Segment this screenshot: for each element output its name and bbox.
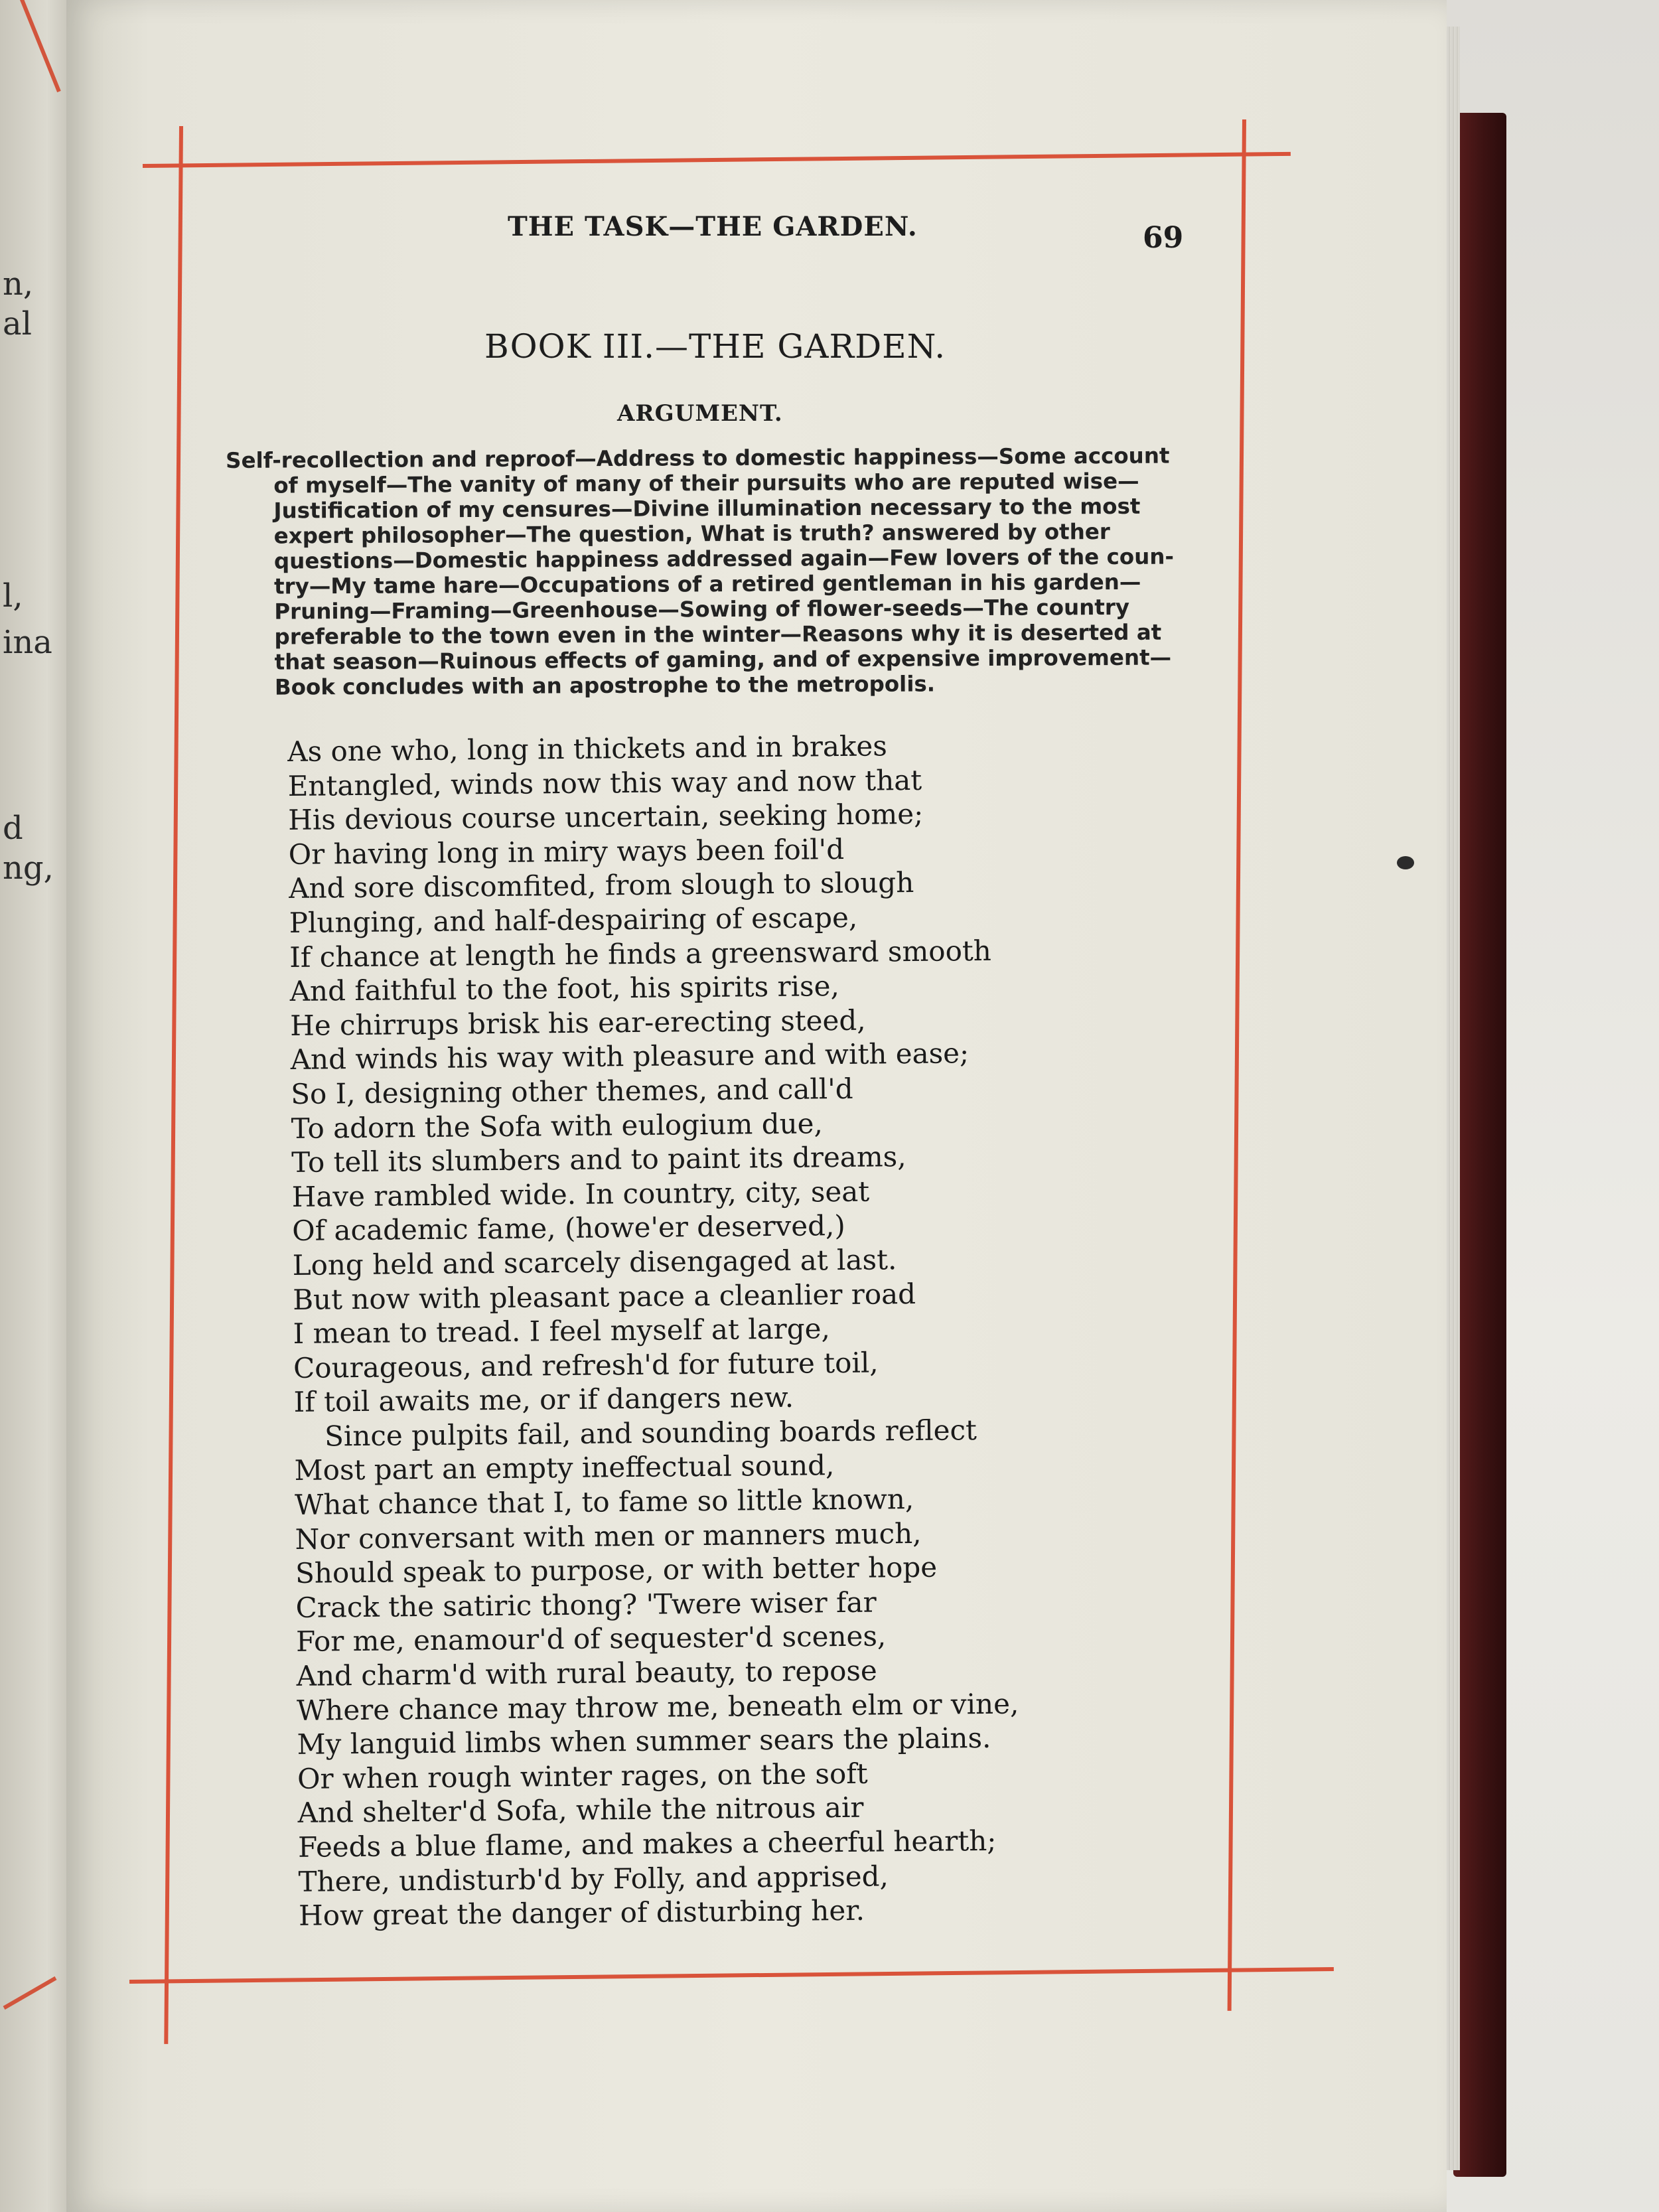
- poem-line: He chirrups brisk his ear-erecting steed,: [289, 1003, 866, 1042]
- poem-line: But now with pleasant pace a cleanlier road: [292, 1277, 916, 1316]
- argument-line: Justification of my censures—Divine illumination necessary to the most: [273, 493, 1141, 524]
- poem-line: How great the danger of disturbing her.: [298, 1893, 865, 1933]
- poem-line: There, undisturb'd by Folly, and apprised,: [298, 1859, 889, 1898]
- poem-line: And shelter'd Sofa, while the nitrous air: [297, 1791, 864, 1830]
- poem-text: [287, 728, 1021, 1933]
- poem-line: Entangled, winds now this way and now that: [287, 763, 922, 802]
- poem-line: Where chance may throw me, beneath elm or vine,: [296, 1687, 1019, 1727]
- argument-heading: ARGUMENT.: [617, 400, 783, 427]
- poem-line: Plunging, and half-despairing of escape,: [289, 901, 858, 939]
- poem-line: I mean to tread. I feel myself at large,: [293, 1312, 831, 1351]
- poem-line: If toil awaits me, or if dangers new.: [293, 1381, 794, 1419]
- left-page-fragment: ina: [3, 624, 52, 661]
- poem-line: Should speak to purpose, or with better hope: [295, 1550, 938, 1590]
- left-page-fragment: l,: [3, 577, 23, 615]
- left-page-fragment: al: [3, 305, 32, 342]
- poem-line: Have rambled wide. In country, city, seat: [291, 1175, 870, 1213]
- poem-line: So I, designing other themes, and call'd: [290, 1072, 853, 1110]
- argument-line: Pruning—Framing—Greenhouse—Sowing of flower-seeds—The country: [274, 594, 1130, 625]
- poem-line: What chance that I, to fame so little known,: [294, 1483, 914, 1522]
- poem-line: And charm'd with rural beauty, to repose: [296, 1654, 878, 1692]
- poem-line: His devious course uncertain, seeking home;: [288, 797, 924, 837]
- left-page-red-rule-bottom: [3, 1976, 57, 2010]
- poem-line: Nor conversant with men or manners much,: [295, 1516, 922, 1556]
- poem-line: To tell its slumbers and to paint its dreams,: [291, 1140, 906, 1179]
- argument-line: Book concludes with an apostrophe to the metropolis.: [274, 671, 936, 700]
- left-page-fragment: n,: [3, 265, 34, 303]
- page-number: 69: [1143, 221, 1184, 255]
- left-page-fragment: ng,: [3, 849, 54, 887]
- argument-line: expert philosopher—The question, What is truth? answered by other: [273, 519, 1110, 549]
- poem-line: Since pulpits fail, and sounding boards reflect: [324, 1413, 977, 1453]
- left-page-red-rule: [20, 0, 61, 92]
- poem-line: Or having long in miry ways been foil'd: [288, 832, 845, 871]
- left-page-fragment: d: [3, 810, 23, 847]
- argument-line: questions—Domestic happiness addressed again—Few lovers of the coun-: [273, 544, 1175, 574]
- poem-line: My languid limbs when summer sears the plains.: [297, 1722, 991, 1761]
- poem-line: And winds his way with pleasure and with ease;: [290, 1037, 970, 1076]
- book-cover: [1453, 113, 1506, 2177]
- poem-line: Long held and scarcely disengaged at last.: [292, 1243, 897, 1282]
- poem-line: Most part an empty ineffectual sound,: [294, 1449, 835, 1487]
- poem-line: Crack the satiric thong? 'Twere wiser far: [295, 1585, 877, 1624]
- poem-line: Courageous, and refresh'd for future toil,: [293, 1346, 879, 1384]
- poem-line: And faithful to the foot, his spirits rise,: [289, 970, 840, 1008]
- book-title: BOOK III.—THE GARDEN.: [484, 327, 946, 366]
- poem-line: Or when rough winter rages, on the soft: [297, 1757, 868, 1795]
- argument-line: try—My tame hare—Occupations of a retired gentleman in his garden—: [273, 569, 1141, 599]
- argument-line: preferable to the town even in the winter—Reasons why it is deserted at: [274, 619, 1162, 650]
- poem-line: As one who, long in thickets and in brakes: [287, 729, 888, 768]
- argument-line: that season—Ruinous effects of gaming, and of expensive improvement—: [274, 644, 1172, 675]
- argument-paragraph: [226, 443, 1189, 700]
- poem-line: To adorn the Sofa with eulogium due,: [291, 1106, 824, 1145]
- poem-line: If chance at length he finds a greensward smooth: [289, 934, 992, 974]
- poem-line: Feeds a blue flame, and makes a cheerful hearth;: [297, 1824, 997, 1864]
- poem-line: Of academic fame, (howe'er deserved,): [291, 1209, 845, 1248]
- argument-line: of myself—The vanity of many of their pursuits who are reputed wise—: [273, 468, 1139, 498]
- running-head: THE TASK—THE GARDEN.: [508, 211, 918, 242]
- ink-smudge: [1397, 856, 1414, 869]
- argument-line: Self-recollection and reproof—Address to domestic happiness—Some account: [226, 443, 1170, 473]
- poem-line: For me, enamour'd of sequester'd scenes,: [295, 1619, 887, 1659]
- poem-line: And sore discomfited, from slough to slough: [288, 866, 914, 905]
